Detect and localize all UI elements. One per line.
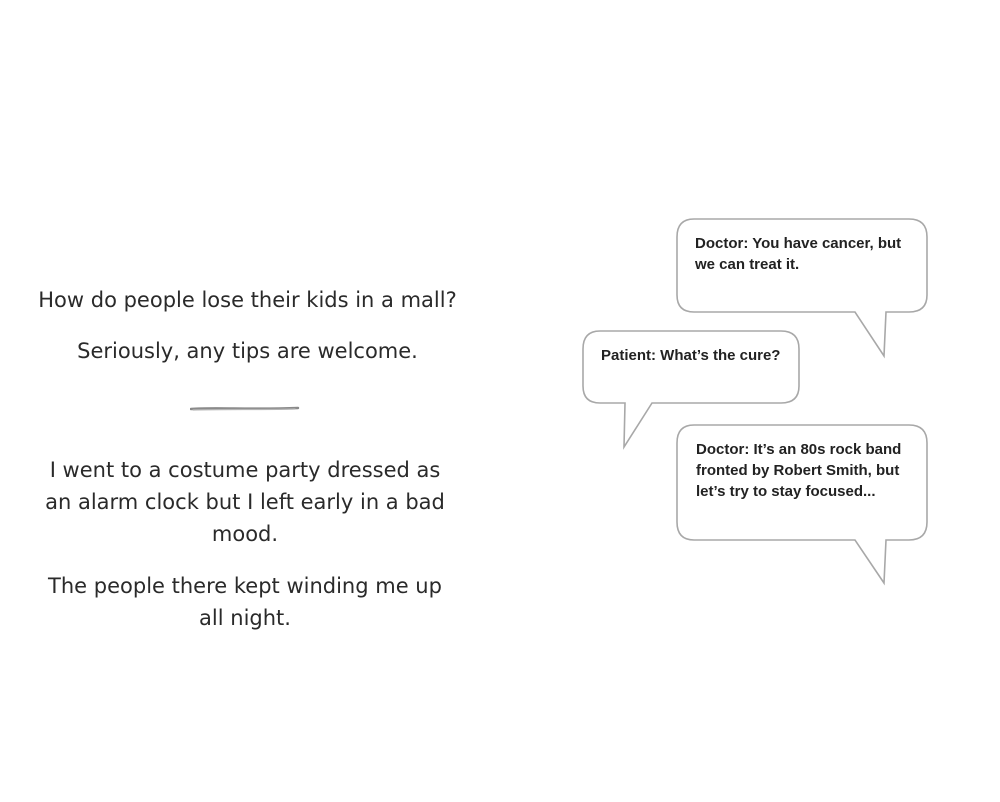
- joke-punchline-2: The people there kept winding me up all night.: [48, 574, 442, 630]
- patient-line: Patient: What’s the cure?: [601, 347, 781, 364]
- doctor-line-1: Doctor: You have cancer, but we can treat it.: [695, 235, 902, 273]
- joke-punchline: Seriously, any tips are welcome.: [77, 339, 418, 363]
- joke-question: How do people lose their kids in a mall?: [38, 288, 457, 312]
- joke-setup: I went to a costume party dressed as an alarm clock but I left early in a bad mood.: [45, 458, 445, 546]
- doctor-line-2: Doctor: It’s an 80s rock band fronted by Robert Smith, but let’s try to stay focused...: [696, 441, 902, 500]
